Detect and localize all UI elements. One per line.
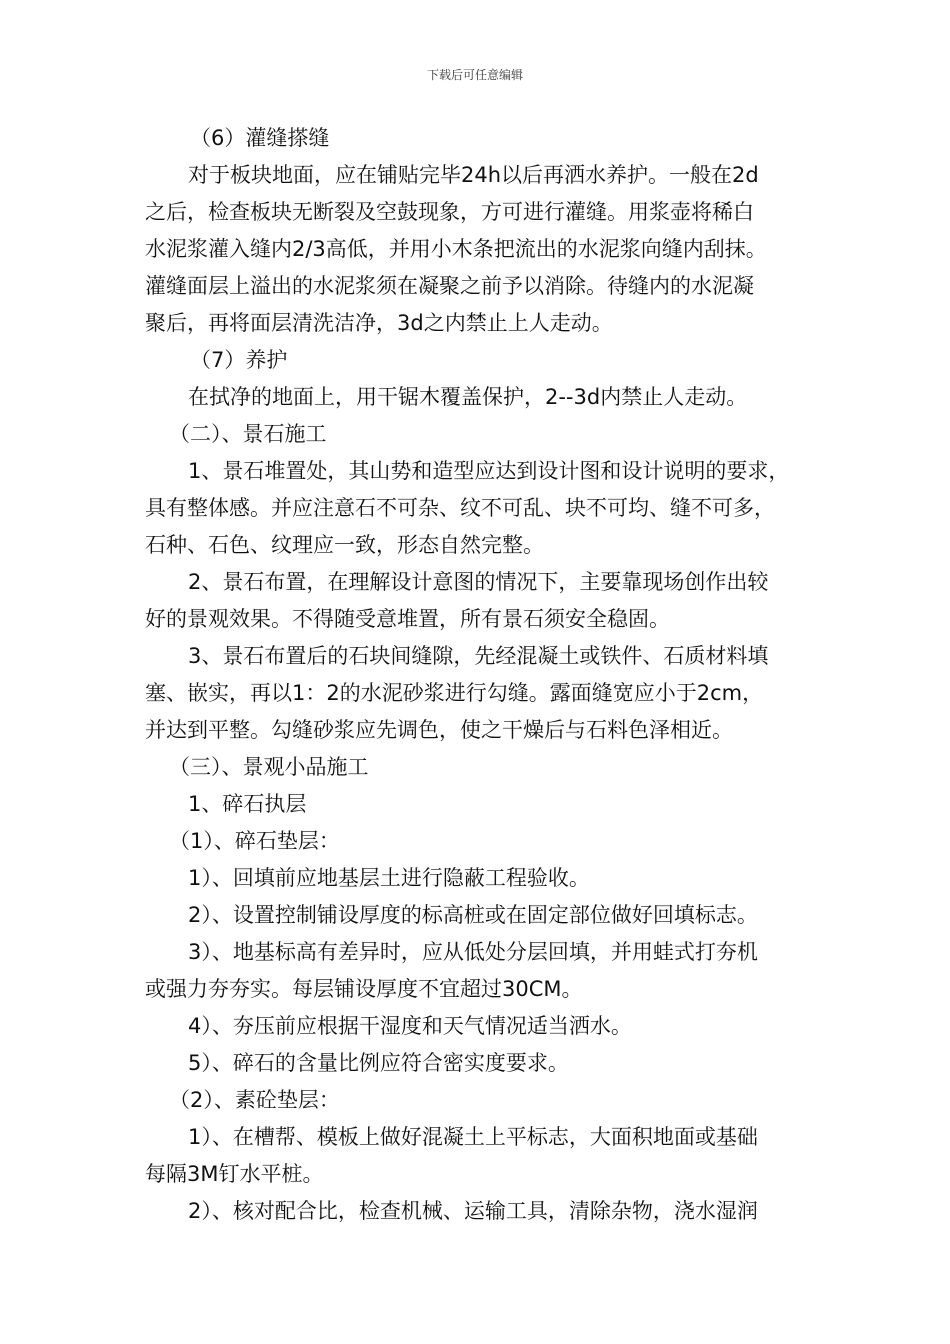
list-item: 5）、碎石的含量比例应符合密实度要求。 — [188, 1051, 569, 1075]
heading-grouting: （6）灌缝搽缝 — [190, 126, 330, 150]
paragraph-line: 并达到平整。勾缝砂浆应先调色，使之干燥后与石料色泽相近。 — [145, 718, 733, 742]
paragraph-line: 好的景观效果。不得随受意堆置，所有景石须安全稳固。 — [145, 607, 670, 631]
paragraph-line: 石种、石色、纹理应一致，形态自然完整。 — [145, 533, 544, 557]
paragraph-line: 3、景石布置后的石块间缝隙，先经混凝土或铁件、石质材料填 — [188, 644, 769, 668]
list-item: 2）、核对配合比，检查机械、运输工具，清除杂物，浇水湿润 — [188, 1199, 758, 1223]
list-item: 1）、回填前应地基层土进行隐蔽工程验收。 — [188, 866, 590, 890]
list-item-continued: 或强力夯夯实。每层铺设厚度不宜超过30CM。 — [145, 977, 583, 1001]
list-item-continued: 每隔3M钉水平桩。 — [145, 1162, 324, 1186]
subheading-concrete-cushion: （2）、素砼垫层： — [169, 1088, 340, 1112]
heading-curing: （7）养护 — [190, 348, 288, 372]
list-item: 2）、设置控制铺设厚度的标高桩或在固定部位做好回填标志。 — [188, 903, 758, 927]
paragraph-line: 具有整体感。并应注意石不可杂、纹不可乱、块不可均、缝不可多， — [145, 496, 775, 520]
paragraph-line: 1、景石堆置处，其山势和造型应达到设计图和设计说明的要求， — [188, 459, 790, 483]
section-heading-landscape-stone: （二）、景石施工 — [169, 422, 327, 446]
list-item: 1）、在槽帮、模板上做好混凝土上平标志，大面积地面或基础 — [188, 1125, 758, 1149]
paragraph-line: 塞、嵌实，再以1：2的水泥砂浆进行勾缝。露面缝宽应小于2cm， — [145, 681, 764, 705]
paragraph-line: 之后，检查板块无断裂及空鼓现象，方可进行灌缝。用浆壶将稀白 — [145, 200, 754, 224]
paragraph-line: 水泥浆灌入缝内2/3高低，并用小木条把流出的水泥浆向缝内刮抹。 — [145, 237, 767, 261]
subheading-gravel-cushion: （1）、碎石垫层： — [169, 829, 340, 853]
list-item: 4）、夯压前应根据干湿度和天气情况适当洒水。 — [188, 1014, 632, 1038]
page-header: 下载后可任意编辑 — [426, 68, 523, 82]
paragraph-line: 在拭净的地面上，用干锯木覆盖保护，2--3d内禁止人走动。 — [188, 385, 748, 409]
paragraph-line: 2、景石布置，在理解设计意图的情况下，主要靠现场创作出较 — [188, 570, 769, 594]
paragraph-line: 灌缝面层上溢出的水泥浆须在凝聚之前予以消除。待缝内的水泥凝 — [145, 274, 754, 298]
subheading-gravel: 1、碎石执层 — [188, 792, 307, 816]
section-heading-landscape-features: （三）、景观小品施工 — [169, 755, 369, 779]
paragraph-line: 对于板块地面，应在铺贴完毕24h以后再洒水养护。一般在2d — [188, 163, 759, 187]
paragraph-line: 聚后，再将面层清洗洁净，3d之内禁止上人走动。 — [145, 311, 613, 335]
list-item: 3）、地基标高有差异时，应从低处分层回填，并用蛙式打夯机 — [188, 940, 758, 964]
document-body — [145, 120, 835, 1230]
